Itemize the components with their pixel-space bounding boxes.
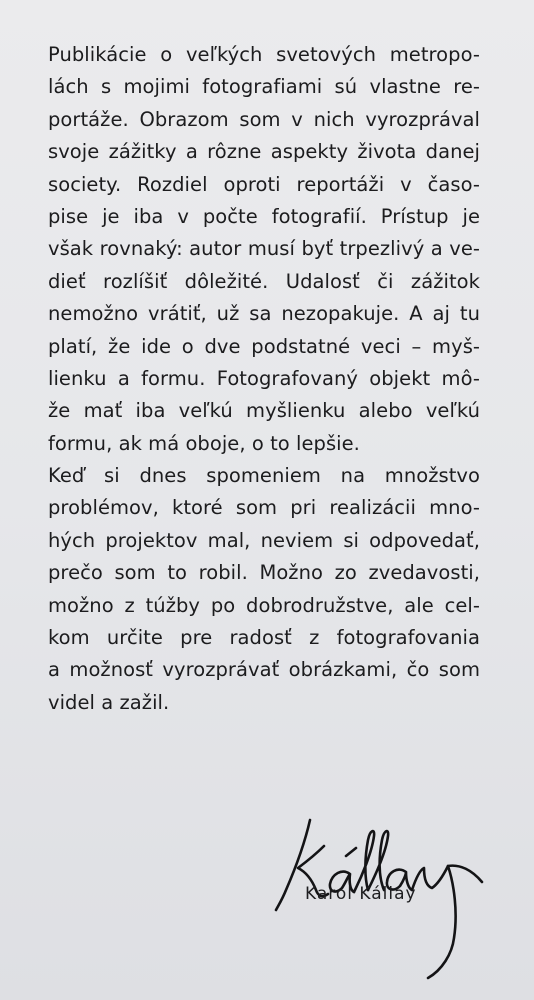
- text-line-3: portáže. Obrazom som v nich vyrozprával: [48, 107, 480, 131]
- text-line-18: možno z túžby po dobrodružstve, ale cel-: [48, 593, 480, 617]
- text-line-4: svoje zážitky a rôzne aspekty života danej: [48, 140, 480, 164]
- text-line-15: problémov, ktoré som pri realizácii mno-: [48, 496, 480, 520]
- text-line-12: že mať iba veľkú myšlienku alebo veľkú: [48, 399, 480, 423]
- text-line-14: Keď si dnes spomeniem na množstvo: [48, 464, 480, 488]
- text-line-2: lách s mojimi fotografiami sú vlastne re-: [48, 75, 480, 99]
- text-line-20: a možnosť vyrozprávať obrázkami, čo som: [48, 658, 480, 682]
- text-line-1: Publikácie o veľkých svetových metropo-: [48, 43, 480, 66]
- body-text: [48, 39, 480, 719]
- text-line-8: dieť rozlíšiť dôležité. Udalosť či zážitok: [48, 269, 480, 293]
- signature-name: Karol Kállay: [305, 884, 417, 904]
- text-line-10: platí, že ide o dve podstatné veci – myš-: [48, 334, 480, 358]
- text-line-6: pise je iba v počte fotografií. Prístup je: [48, 204, 480, 228]
- text-line-19: kom určite pre radosť z fotografovania: [48, 626, 480, 650]
- text-line-13: formu, ak má oboje, o to lepšie.: [48, 431, 360, 455]
- text-line-16: hých projektov mal, neviem si odpovedať,: [48, 528, 480, 552]
- text-line-11: lienku a formu. Fotografovaný objekt mô-: [48, 366, 480, 390]
- text-line-17: prečo som to robil. Možno zo zvedavosti,: [48, 561, 480, 585]
- text-line-21: videl a zažil.: [48, 690, 170, 714]
- text-line-7: však rovnaký: autor musí byť trpezlivý a ve-: [48, 237, 480, 261]
- text-line-9: nemožno vrátiť, už sa nezopakuje. A aj tu: [48, 302, 480, 326]
- text-line-5: society. Rozdiel oproti reportáži v časo-: [48, 172, 480, 196]
